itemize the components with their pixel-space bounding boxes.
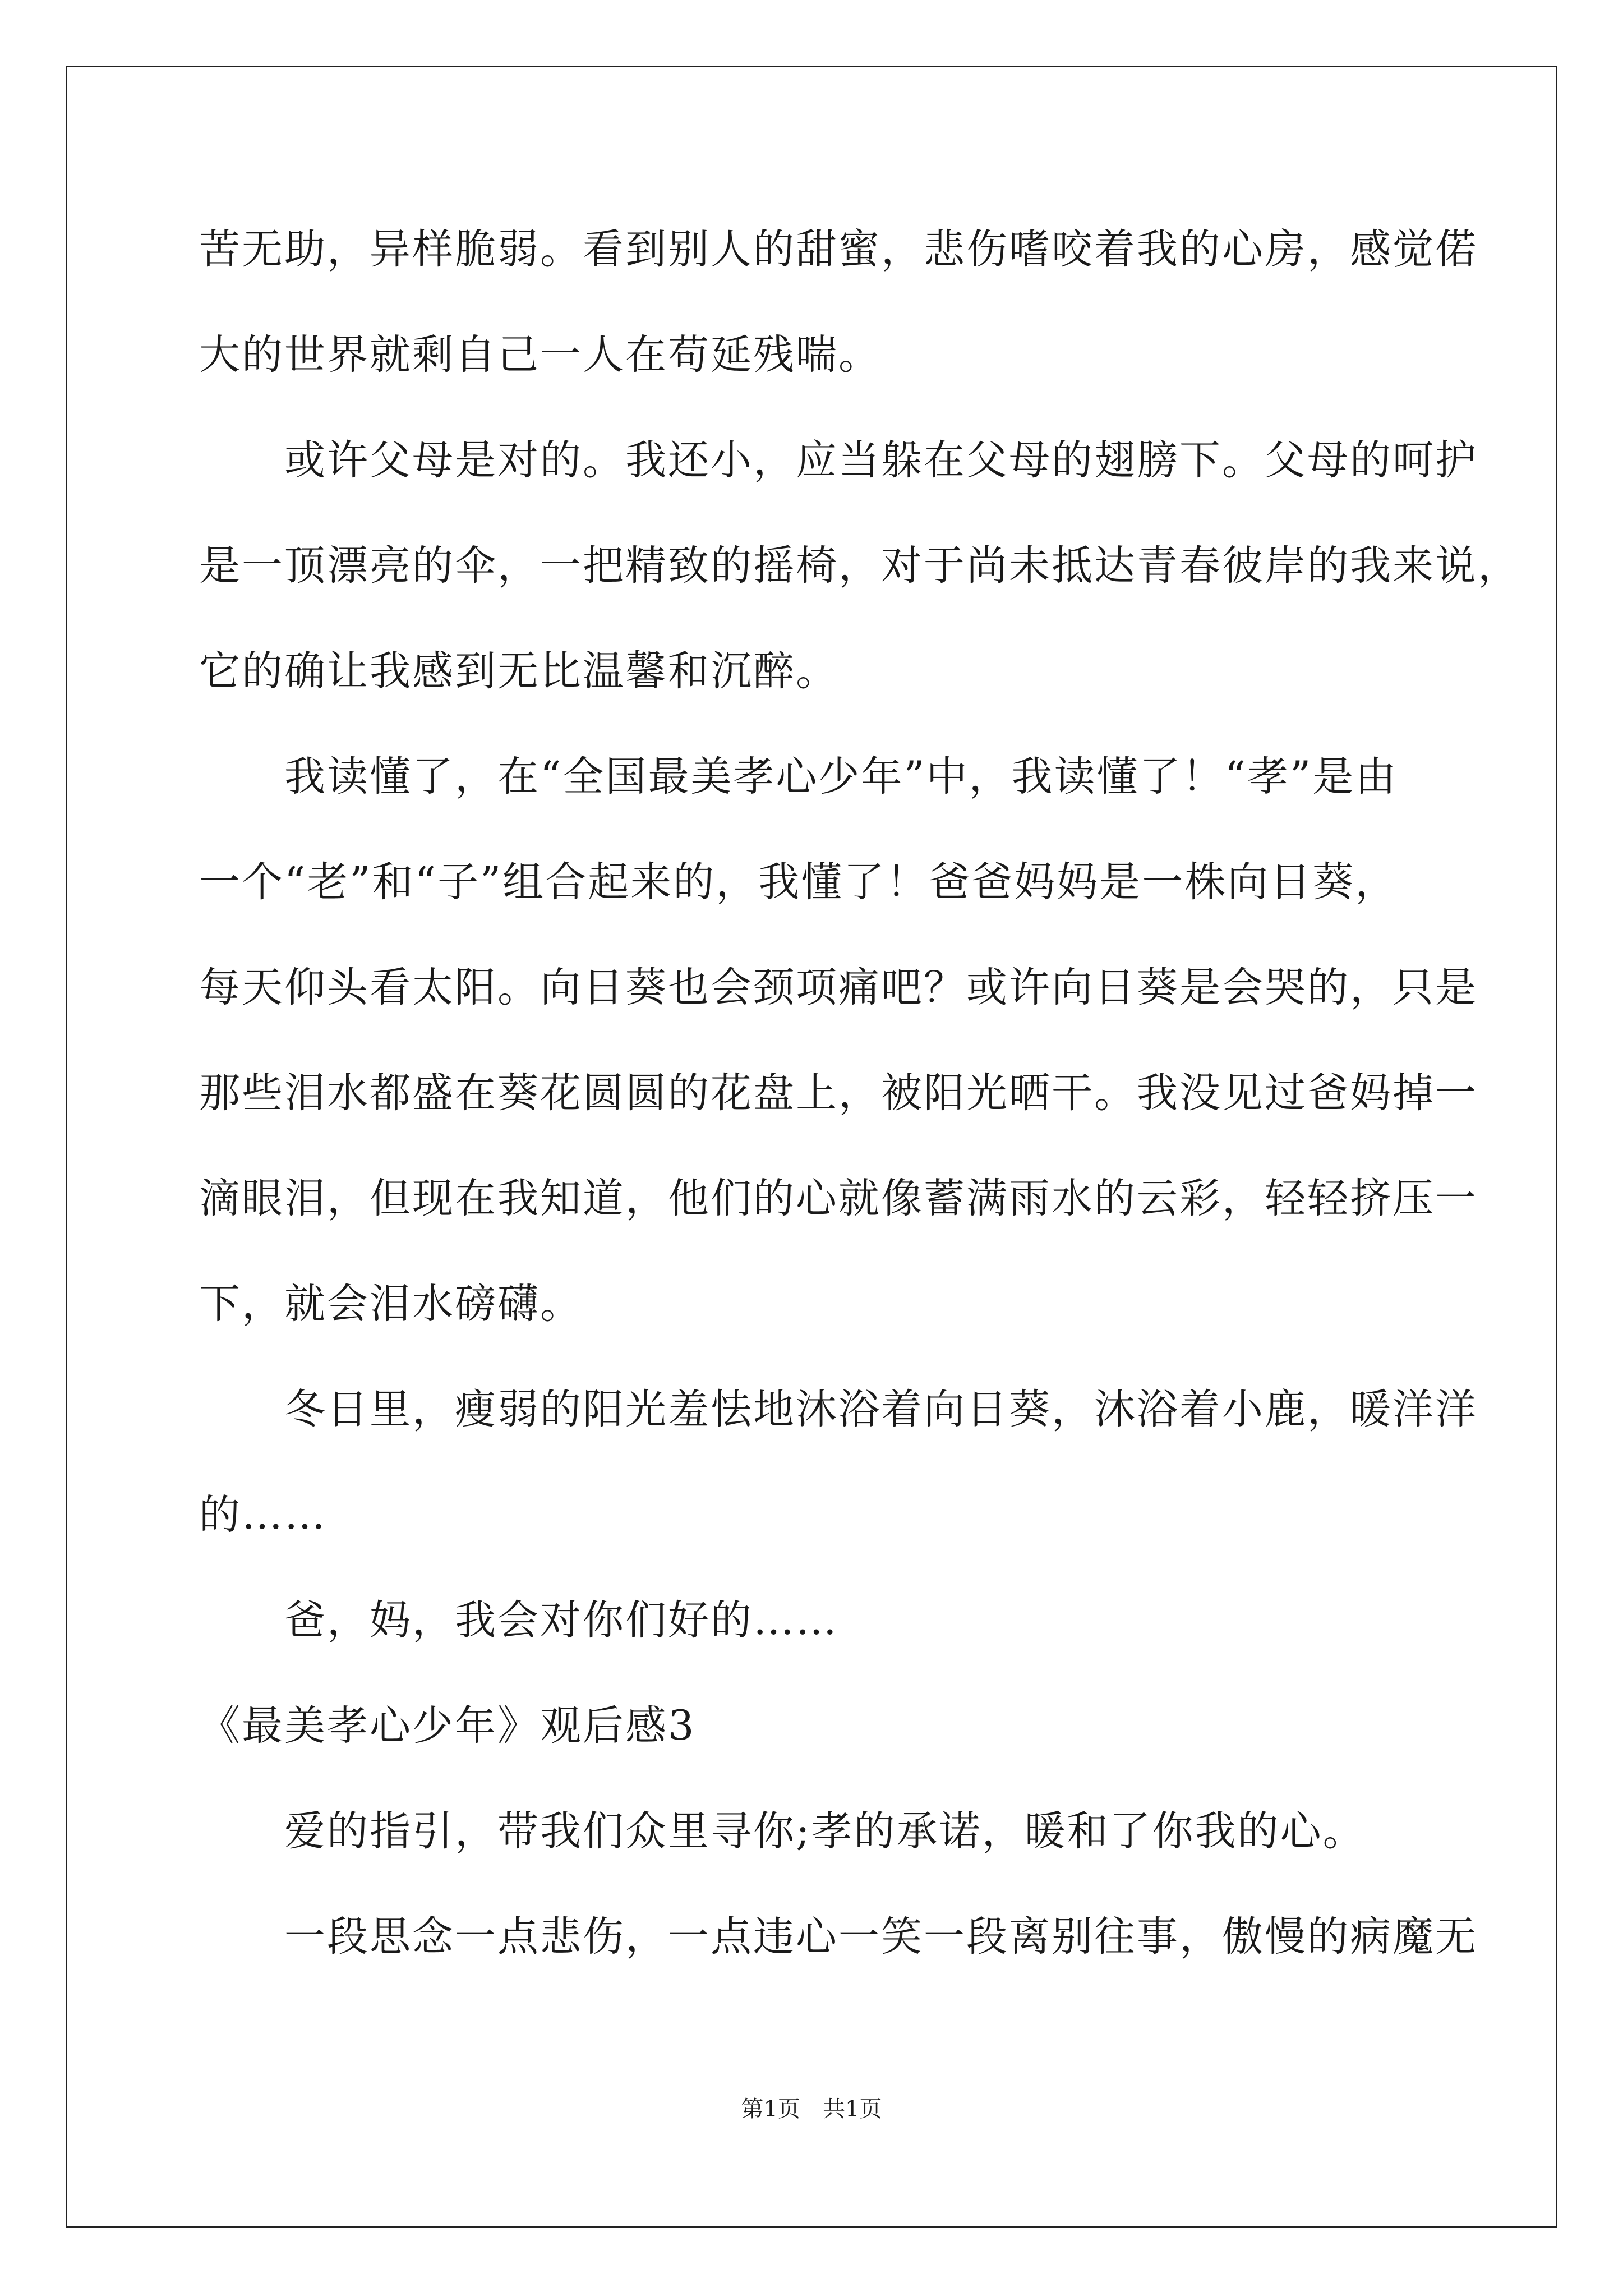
text-line: 滴眼泪，但现在我知道，他们的心就像蓄满雨水的云彩，轻轻挤压一	[199, 1175, 1478, 1222]
text-line: 苦无助，异样脆弱。看到别人的甜蜜，悲伤嗜咬着我的心房，感觉偌	[199, 226, 1478, 273]
text-line: 冬日里，瘦弱的阳光羞怯地沐浴着向日葵，沐浴着小鹿，暖洋洋	[199, 1386, 1478, 1433]
page-border	[66, 66, 1557, 2228]
text-line: 爸，妈，我会对你们好的……	[199, 1596, 838, 1644]
text-line: 下，就会泪水磅礴。	[199, 1280, 583, 1328]
text-line: 大的世界就剩自己一人在苟延残喘。	[199, 331, 881, 379]
text-line: 是一顶漂亮的伞，一把精致的摇椅，对于尚未抵达青春彼岸的我来说，	[199, 542, 1520, 590]
text-line: 爱的指引，带我们众里寻你;孝的承诺，暖和了你我的心。	[199, 1807, 1366, 1855]
text-line: 一个“老”和“子”组合起来的，我懂了！爸爸妈妈是一株向日葵，	[199, 858, 1398, 906]
section-heading: 《最美孝心少年》观后感3	[199, 1702, 696, 1750]
text-line: 它的确让我感到无比温馨和沉醉。	[199, 647, 838, 695]
text-line: 每天仰头看太阳。向日葵也会颈项痛吧？或许向日葵是会哭的，只是	[199, 964, 1478, 1011]
text-line: 那些泪水都盛在葵花圆圆的花盘上，被阳光晒干。我没见过爸妈掉一	[199, 1069, 1478, 1117]
text-line: 或许父母是对的。我还小，应当躲在父母的翅膀下。父母的呵护	[199, 436, 1478, 484]
text-line: 一段思念一点悲伤，一点违心一笑一段离别往事，傲慢的病魔无	[199, 1913, 1478, 1961]
text-line: 的……	[199, 1491, 327, 1539]
text-line: 我读懂了，在“全国最美孝心少年”中，我读懂了！“孝”是由	[199, 753, 1398, 800]
page-number-footer: 第1页 共1页	[741, 2096, 882, 2122]
